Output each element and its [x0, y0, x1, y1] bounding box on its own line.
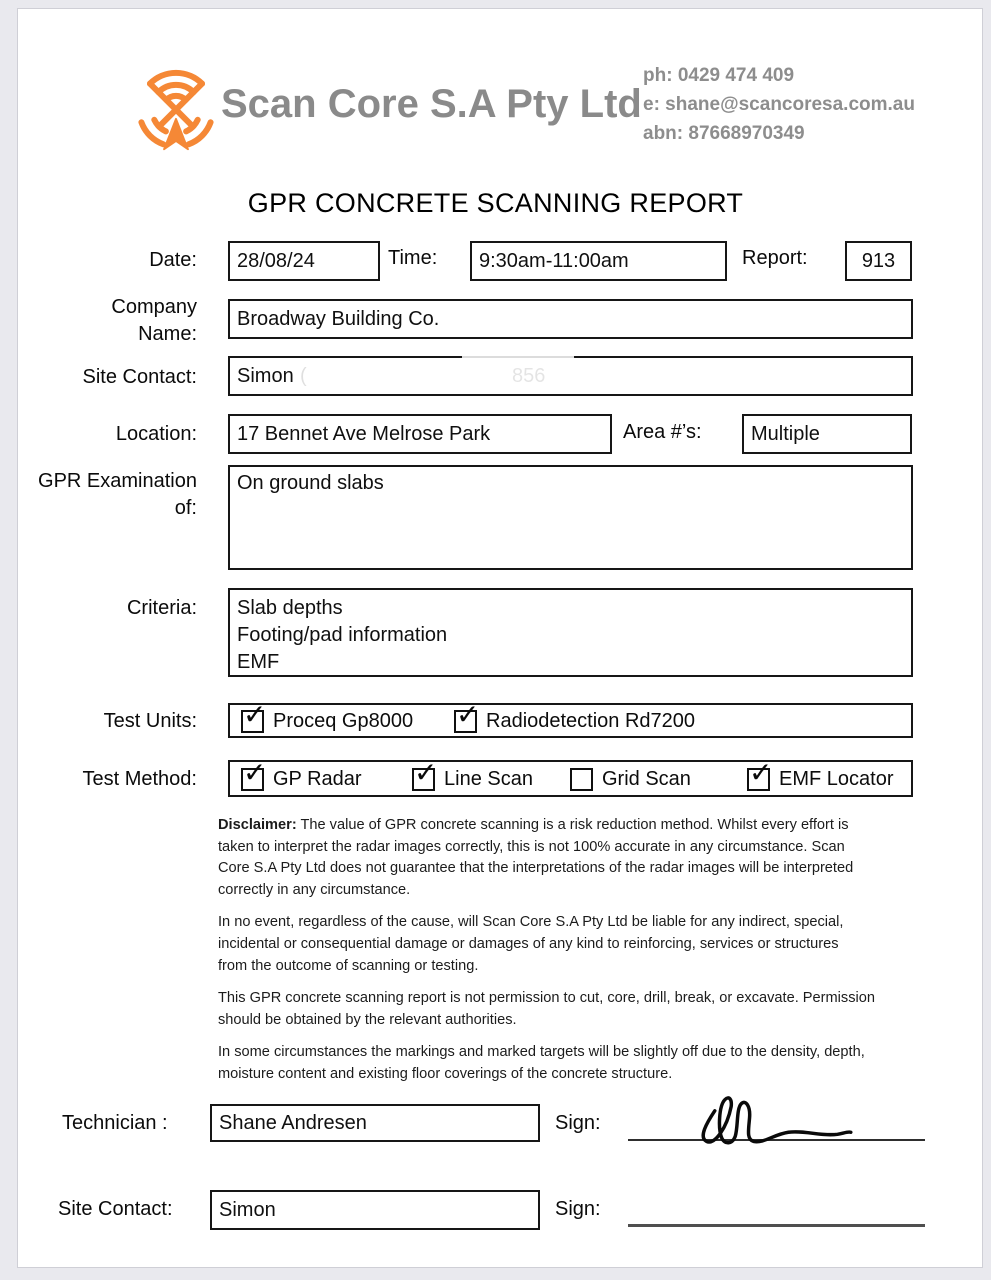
- test-method-option[interactable]: [412, 756, 533, 791]
- examination-field[interactable]: On ground slabs: [228, 465, 913, 570]
- site-contact-field[interactable]: Simon: [228, 356, 913, 396]
- test-units-label: Test Units:: [103, 710, 197, 732]
- disclaimer-line: The value of GPR concrete scanning is a risk reduction method. Whilst every effort is: [296, 817, 849, 833]
- area-numbers-field[interactable]: Multiple: [742, 414, 912, 454]
- site-contact-ghost-text: 856: [512, 365, 546, 387]
- test-method-label: Test Method:: [82, 768, 197, 790]
- disclaimer-line: In no event, regardless of the cause, will Scan Core S.A Pty Ltd be liable for any indirect, special,: [218, 914, 844, 931]
- report-title: GPR CONCRETE SCANNING REPORT: [247, 188, 744, 218]
- site-contact-ghost-paren: (: [300, 365, 307, 387]
- company-name-label: Company Name:: [111, 296, 197, 345]
- test-unit-option[interactable]: [454, 698, 696, 733]
- disclaimer-line: taken to interpret the radar images correctly, this is not 100% accurate in any circumstance. Scan: [218, 838, 845, 855]
- disclaimer-line: In some circumstances the markings and marked targets will be slightly off due to the density, depth,: [218, 1044, 865, 1061]
- checkbox-gp-radar[interactable]: [241, 756, 267, 791]
- date-label: Date:: [149, 249, 197, 271]
- date-field[interactable]: 28/08/24: [228, 241, 380, 281]
- checkbox-label: EMF Locator: [779, 768, 894, 790]
- phone-number: ph: 0429 474 409: [643, 65, 795, 86]
- disclaimer-paragraph: [218, 1042, 875, 1085]
- location-label: Location:: [115, 423, 197, 445]
- area-numbers-label: Area #’s:: [623, 421, 702, 443]
- site-contact-signature-line[interactable]: [628, 1224, 925, 1227]
- disclaimer-line: incidental or consequential damage or damages of any kind to reinforcing, services or structures: [218, 935, 839, 952]
- header-contact-block: [643, 61, 915, 148]
- disclaimer-line: from the outcome of scanning or testing.: [218, 957, 479, 974]
- technician-name-field[interactable]: Shane Andresen: [210, 1104, 540, 1142]
- report-number-field[interactable]: 913: [845, 241, 912, 281]
- checkbox-label: Proceq Gp8000: [273, 710, 414, 732]
- checkmark-icon: ✓: [243, 756, 267, 789]
- scancore-logo-icon: [130, 58, 222, 154]
- checkbox-line-scan[interactable]: [412, 756, 438, 791]
- test-method-option[interactable]: [570, 768, 691, 791]
- erasure-mark: [462, 348, 574, 362]
- site-contact-sign-label: Sign:: [555, 1198, 601, 1220]
- criteria-line: Footing/pad information: [237, 624, 448, 646]
- technician-label: Technician :: [62, 1112, 168, 1134]
- disclaimer-paragraph: [218, 912, 875, 977]
- disclaimer-line: should be obtained by the relevant authorities.: [218, 1011, 517, 1028]
- test-method-option[interactable]: [747, 756, 894, 791]
- disclaimer-lead: Disclaimer:: [218, 817, 297, 833]
- criteria-line: Slab depths: [237, 597, 343, 619]
- abn-number: abn: 87668970349: [643, 123, 805, 144]
- signoff-site-contact-field[interactable]: Simon: [210, 1190, 540, 1230]
- checkmark-icon: ✓: [749, 756, 773, 789]
- checkbox-radiodetection-rd7200[interactable]: [454, 698, 480, 733]
- location-field[interactable]: 17 Bennet Ave Melrose Park: [228, 414, 612, 454]
- checkbox-label: GP Radar: [273, 768, 362, 790]
- disclaimer-line: Core S.A Pty Ltd does not guarantee that the interpretations of the radar images will be interpreted: [218, 860, 854, 877]
- technician-signature: [680, 1084, 905, 1156]
- criteria-field[interactable]: [228, 588, 913, 677]
- checkbox-label: Line Scan: [444, 768, 533, 790]
- report-label: Report:: [742, 247, 808, 269]
- disclaimer-line: This GPR concrete scanning report is not permission to cut, core, drill, break, or excavate. Permission: [218, 990, 875, 1007]
- disclaimer-block: [218, 815, 875, 1097]
- test-units-field: [228, 698, 913, 738]
- company-name-field[interactable]: Broadway Building Co.: [228, 299, 913, 339]
- signoff-site-contact-label: Site Contact:: [58, 1198, 173, 1220]
- checkmark-icon: ✓: [243, 698, 267, 731]
- checkbox-label: Radiodetection Rd7200: [486, 710, 696, 732]
- time-label: Time:: [388, 247, 438, 269]
- checkmark-icon: ✓: [414, 756, 438, 789]
- technician-sign-label: Sign:: [555, 1112, 601, 1134]
- disclaimer-line: moisture content and existing floor coverings of the concrete structure.: [218, 1065, 673, 1082]
- checkbox-label: Grid Scan: [602, 768, 691, 790]
- criteria-label: Criteria:: [126, 597, 197, 619]
- test-method-field: [228, 756, 913, 797]
- site-contact-label: Site Contact:: [82, 366, 197, 388]
- checkbox-proceq-gp8000[interactable]: [241, 698, 267, 733]
- time-field[interactable]: 9:30am-11:00am: [470, 241, 727, 281]
- disclaimer-line: correctly in any circumstance.: [218, 881, 411, 898]
- examination-label: GPR Examination of:: [38, 470, 197, 519]
- checkbox-emf-locator[interactable]: [747, 756, 773, 791]
- checkbox-grid-scan[interactable]: [570, 768, 593, 791]
- company-brand-name: Scan Core S.A Pty Ltd: [221, 82, 642, 126]
- test-unit-option[interactable]: [241, 698, 414, 733]
- checkmark-icon: ✓: [456, 698, 480, 731]
- email-address: e: shane@scancoresa.com.au: [643, 94, 915, 115]
- disclaimer-paragraph: [218, 815, 875, 901]
- criteria-line: EMF: [237, 651, 280, 673]
- test-method-option[interactable]: [241, 756, 362, 791]
- disclaimer-paragraph: [218, 988, 875, 1031]
